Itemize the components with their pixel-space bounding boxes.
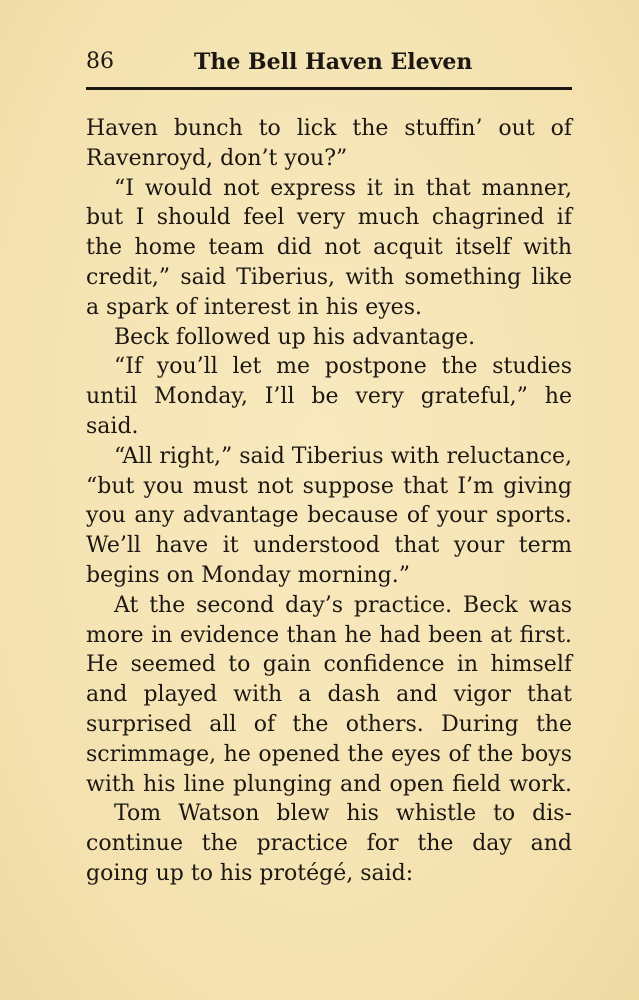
text-line: more in evidence than he had been at first. xyxy=(86,622,572,648)
body-text xyxy=(86,114,572,889)
text-line: “All right,” said Tiberius with reluctance, xyxy=(114,443,572,469)
text-line: scrimmage, he opened the eyes of the boys xyxy=(86,741,572,767)
text-line: credit,” said Tiberius, with something like xyxy=(86,264,572,290)
text-line: a spark of interest in his eyes. xyxy=(86,294,422,320)
text-line: but I should feel very much chagrined if xyxy=(86,205,572,231)
text-line: begins on Monday morning.” xyxy=(86,562,410,588)
text-line: “I would not express it in that manner, xyxy=(114,175,572,201)
text-line: At the second day’s practice. Beck was xyxy=(114,592,572,618)
text-line: the home team did not acquit itself with xyxy=(86,235,572,261)
text-line: Ravenroyd, don’t you?” xyxy=(86,145,348,171)
text-line: surprised all of the others. During the xyxy=(86,711,572,737)
text-line: Beck followed up his advantage. xyxy=(114,324,476,350)
page-header xyxy=(86,48,570,82)
text-line: with his line plunging and open field work. xyxy=(86,771,572,797)
text-line: Tom Watson blew his whistle to dis- xyxy=(114,801,572,827)
text-line: until Monday, I’ll be very grateful,” he xyxy=(86,384,572,410)
text-line: He seemed to gain confidence in himself xyxy=(86,652,572,678)
text-line: going up to his protégé, said: xyxy=(86,860,414,886)
text-line: continue the practice for the day and xyxy=(86,831,572,857)
running-title: The Bell Haven Eleven xyxy=(194,49,473,75)
text-line: “If you’ll let me postpone the studies xyxy=(114,354,572,380)
text-line: and played with a dash and vigor that xyxy=(86,682,572,708)
text-line: Haven bunch to lick the stuffin’ out of xyxy=(86,116,572,141)
text-line: “but you must not suppose that I’m giving xyxy=(86,473,572,499)
header-rule xyxy=(86,87,572,90)
page-number: 86 xyxy=(86,49,114,74)
text-line: said. xyxy=(86,413,139,439)
text-line: you any advantage because of your sports. xyxy=(86,503,572,529)
text-line: We’ll have it understood that your term xyxy=(86,533,572,559)
